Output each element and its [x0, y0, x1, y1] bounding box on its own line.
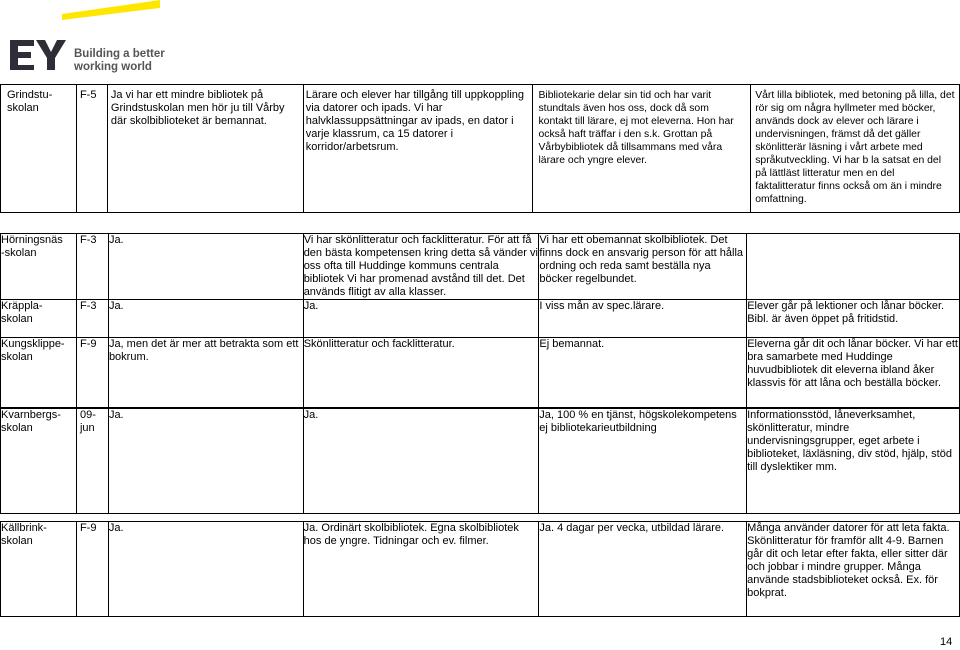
usage-cell: Många använder datorer för att leta fakta. Skönlitteratur för framför allt 4-9. Barnen går dit och letar efter fakta, eller sitter där och jobbar i mindre grupper. Många använde stadsbiblioteket också. Ex. för bokprat. — [747, 522, 960, 617]
school-table-part-3 — [0, 408, 960, 514]
usage-cell: Elever går på lektioner och lånar böcker. Bibl. är även öppet på fritidstid. — [747, 300, 960, 338]
staffing-cell: Ej bemannat. — [539, 338, 747, 408]
staffing-cell: Ja, 100 % en tjänst, högskolekompetens ej bibliotekarieutbildning — [539, 409, 747, 514]
library-cell: Ja, men det är mer att betrakta som ett bokrum. — [108, 338, 303, 408]
staffing-cell: I viss mån av spec.lärare. — [539, 300, 747, 338]
school-table-part-2 — [0, 233, 960, 408]
class-range-cell: F-9 — [76, 522, 108, 617]
resources-cell: Ja. Ordinärt skolbibliotek. Egna skolbibliotek hos de yngre. Tidningar och ev. filmer. — [303, 522, 539, 617]
resources-cell: Ja. — [303, 300, 539, 338]
class-range-cell: F-3 — [76, 234, 108, 300]
school-name-cell: Hörningsnäs -skolan — [1, 234, 77, 300]
library-cell: Ja. — [108, 409, 303, 514]
table-row — [1, 338, 960, 408]
school-table-part-1 — [0, 84, 960, 213]
resources-cell: Ja. — [303, 409, 539, 514]
table-row — [1, 234, 960, 300]
class-range-cell: F-9 — [76, 338, 108, 408]
class-range-cell: F-3 — [76, 300, 108, 338]
library-cell: Ja. — [108, 234, 303, 300]
school-name-cell: Källbrink- skolan — [1, 522, 77, 617]
library-cell: Ja. — [108, 300, 303, 338]
class-range-cell: F-5 — [76, 85, 107, 213]
table-row — [1, 522, 960, 617]
table-row — [1, 409, 960, 514]
resources-cell: Lärare och elever har tillgång till uppkoppling via datorer och ipads. Vi har halvklassuppsättningar av ipads, en dator i varje klassrum, ca 15 datorer i korridor/arbetsrum. — [303, 85, 533, 213]
school-name-cell: Kvarnbergs- skolan — [1, 409, 77, 514]
class-range-cell: 09- jun — [76, 409, 108, 514]
table-row — [1, 300, 960, 338]
ey-logo-tagline: Building a better working world — [74, 48, 165, 73]
resources-cell: Skönlitteratur och facklitteratur. — [303, 338, 539, 408]
usage-cell: Informationsstöd, låneverksamhet, skönlitteratur, mindre undervisningsgrupper, eget arbete i biblioteket, läxläsning, div stöd, hjälp, stöd till dyslektiker mm. — [747, 409, 960, 514]
ey-logo — [8, 0, 178, 72]
school-name-cell: Kräppla- skolan — [1, 300, 77, 338]
school-name-cell: Kungsklippe- skolan — [1, 338, 77, 408]
staffing-cell: Ja. 4 dagar per vecka, utbildad lärare. — [539, 522, 747, 617]
usage-cell: Eleverna går dit och lånar böcker. Vi har ett bra samarbete med Huddinge huvudbibliotek dit eleverna ibland åker klassvis för att låna och beställa böcker. — [747, 338, 960, 408]
school-table-part-4 — [0, 521, 960, 617]
staffing-cell: Bibliotekarie delar sin tid och har varit stundtals även hos oss, dock då som kontakt till lärare, ej mot eleverna. Hon har också haft träffar i den s.k. Grottan på Vårbybibliotek då tillsammans med våra lärare och yngre elever. — [533, 85, 751, 213]
resources-cell: Vi har skönlitteratur och facklitteratur. För att få den bästa kompetensen kring detta så vänder vi oss ofta till Huddinge kommuns centrala bibliotek Vi har promenad avstånd till det. Det används flitigt av alla klasser. — [303, 234, 538, 298]
page-number: 14 — [940, 636, 953, 648]
staffing-cell: Vi har ett obemannat skolbibliotek. Det finns dock en ansvarig person för att hålla ordning och reda samt beställa nya böcker regelbundet. — [539, 234, 747, 300]
library-cell: Ja vi har ett mindre bibliotek på Grindstuskolan men hör ju till Vårby där skolbiblioteket är bemannat. — [107, 85, 303, 213]
school-name-cell: Grindstu- skolan — [1, 85, 77, 213]
usage-cell — [747, 234, 960, 300]
usage-cell: Vårt lilla bibliotek, med betoning på lilla, det rör sig om några hyllmeter med böcker, används dock av elever och lärare i undervisningen, främst då det gäller skönlitterär läsning i vårt arbete med språkutveckling. Vi har b la satsat en del på lättläst litteratur men en del faktalitteratur finns också om än i mindre omfattning. — [751, 85, 960, 213]
table-row — [1, 85, 960, 213]
library-cell: Ja. — [108, 522, 303, 617]
